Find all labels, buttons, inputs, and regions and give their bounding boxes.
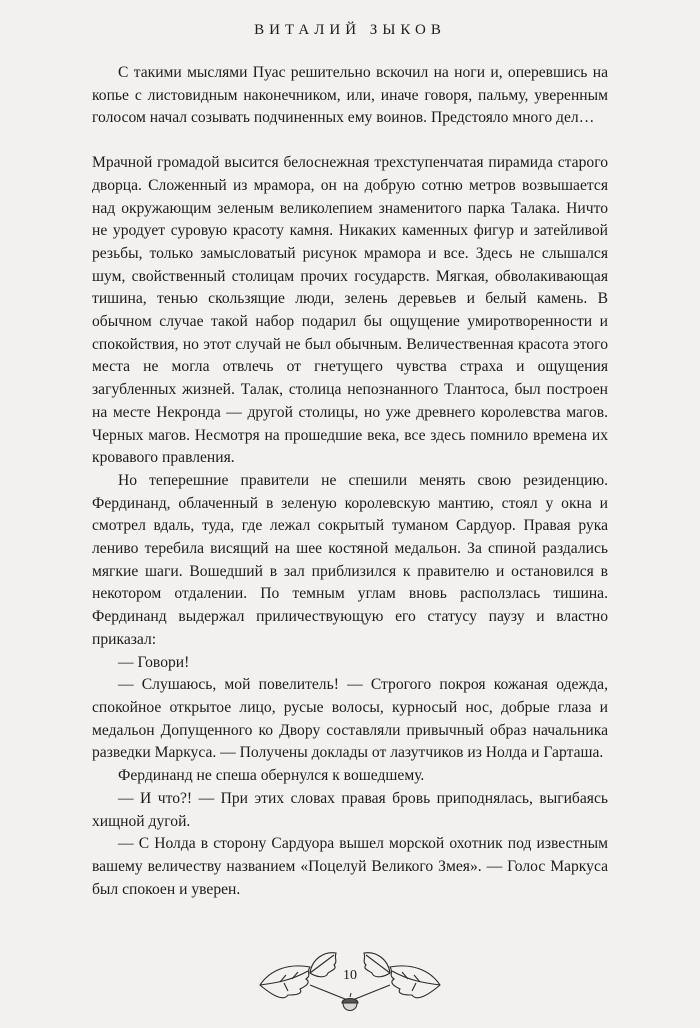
section-break [92, 130, 608, 152]
paragraph-1: С такими мыслями Пуас решительно вскочил на ноги и, оперевшись на копье с листовидным наконечником, или, иначе говоря, пальму, уверенным голосом начал созывать подчиненных ему воинов. Предстояло много дел… [92, 64, 608, 127]
page-number: 10 [343, 968, 357, 983]
dialogue-line-3: — И что?! — При этих словах правая бровь приподнялась, выгибаясь хищной дугой. [92, 789, 608, 830]
dialogue-line-1: — Говори! [118, 653, 190, 671]
running-header-author: ВИТАЛИЙ ЗЫКОВ [254, 22, 446, 38]
paragraph-4: Фердинанд не спеша обернулся к вошедшему. [118, 767, 425, 785]
body-text [92, 62, 608, 901]
paragraph-2: Мрачной громадой высится белоснежная трехступенчатая пирамида старого дворца. Сложенный из мрамора, он на добрую сотню метров возвышается над окружающим зеленым великолепием знаменитого парка Талака. Ничто не уродует суровую красоту камня. Никаких каменных фигур и затейливой резьбы, только замысловатый рисунок мрамора и все. Здесь не слышался шум, свойственный столицам прочих государств. Мягкая, обволакивающая тишина, тенью скользящие люди, зелень деревьев и белый камень. В обычном случае такой набор подарил бы ощущение умиротворенности и спокойствия, но этот случай не был обычным. Величественная красота этого места не могла отвлечь от гнетущего чувства страха и ощущения загубленных жизней. Талак, столица непознанного Тлантоса, был построен на месте Некронда — другой столицы, но уже древнего королевства магов. Черных магов. Несмотря на прошедшие века, все здесь помнило времена их кровавого правления. [92, 154, 608, 467]
paragraph-3: Но теперешние правители не спешили менять свою резиденцию. Фердинанд, облаченный в зеленую королевскую мантию, стоял у окна и смотрел вдаль, туда, где лежал сокрытый туманом Сардуор. Правая рука лениво теребила висящий на шее костяной медальон. За спиной раздались мягкие шаги. Вошедший в зал приблизился к правителю и остановился в некотором отдалении. По темным углам вновь расползлась тишина. Фердинанд выдержал приличествующую его статусу паузу и властно приказал: [92, 471, 608, 648]
dialogue-line-4: — С Нолда в сторону Сардуора вышел морской охотник под известным вашему величеству названием «Поцелуй Великого Змея». — Голос Маркуса был спокоен и уверен. [92, 835, 608, 898]
dialogue-line-2: — Слушаюсь, мой повелитель! — Строгого покроя кожаная одежда, спокойное открытое лицо, русые волосы, курносый нос, добрые глаза и медальон Допущенного ко Двору составляли привычный образ начальника разведки Маркуса. — Получены доклады от лазутчиков из Нолда и Гарташа. [92, 676, 608, 762]
